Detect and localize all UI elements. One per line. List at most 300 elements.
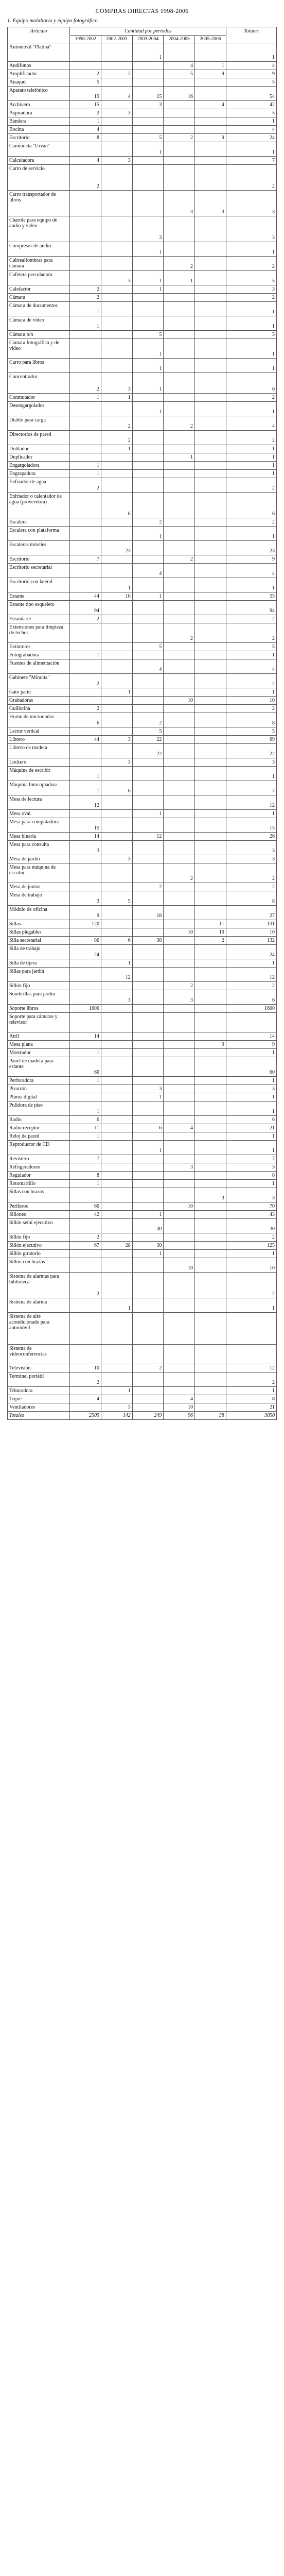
period-quantity [195, 727, 226, 736]
row-total: 1 [226, 1093, 276, 1101]
period-quantity [132, 431, 164, 445]
period-quantity [164, 126, 195, 134]
period-quantity [132, 126, 164, 134]
table-row [8, 191, 277, 216]
period-quantity: 1 [70, 470, 101, 478]
grand-total: 3050 [226, 1412, 276, 1420]
table-row [8, 651, 277, 659]
row-total: 23 [226, 541, 276, 555]
period-quantity [195, 959, 226, 968]
period-quantity: 1 [70, 767, 101, 781]
purchases-table [7, 27, 277, 1420]
period-quantity [164, 462, 195, 470]
period-quantity [195, 1141, 226, 1155]
period-quantity: 1 [70, 1077, 101, 1085]
table-row [8, 920, 277, 928]
period-quantity [101, 1313, 133, 1345]
period-quantity [70, 191, 101, 216]
period-quantity: 9 [70, 906, 101, 920]
article-name: Cámara fotográfica y de video [8, 339, 70, 359]
period-quantity: 5 [101, 891, 133, 906]
article-name: Silla de tijera [8, 959, 70, 968]
period-quantity [132, 920, 164, 928]
period-quantity: 3 [101, 157, 133, 165]
period-quantity: 12 [70, 795, 101, 810]
period-quantity [101, 478, 133, 493]
period-quantity [164, 1041, 195, 1049]
period-quantity [70, 697, 101, 705]
table-row [8, 242, 277, 257]
table-row [8, 982, 277, 990]
row-total: 3 [226, 285, 276, 294]
period-quantity [132, 555, 164, 564]
period-quantity: 4 [164, 1124, 195, 1132]
row-total [226, 1013, 276, 1032]
article-name: Sistema de alarma [8, 1298, 70, 1313]
period-quantity [70, 242, 101, 257]
period-quantity [101, 1345, 133, 1364]
period-quantity [195, 316, 226, 331]
article-name: Calculadora [8, 157, 70, 165]
period-quantity: 4 [132, 564, 164, 578]
period-quantity: 2 [164, 863, 195, 883]
period-quantity [164, 1101, 195, 1116]
row-total: 2 [226, 883, 276, 891]
row-total: 1 [226, 810, 276, 818]
period-quantity: 3 [101, 855, 133, 863]
row-total: 1 [226, 402, 276, 416]
period-quantity [101, 518, 133, 527]
period-quantity [101, 1141, 133, 1155]
period-quantity [164, 615, 195, 623]
period-quantity [132, 1258, 164, 1273]
period-quantity [195, 564, 226, 578]
period-quantity: 2 [164, 982, 195, 990]
row-total: 1 [226, 651, 276, 659]
period-quantity: 2 [101, 431, 133, 445]
period-quantity [101, 795, 133, 810]
period-header: 2005-2006 [195, 36, 226, 43]
period-quantity [195, 758, 226, 767]
period-quantity [132, 578, 164, 592]
table-row [8, 1124, 277, 1132]
article-name: Mesa de juntas [8, 883, 70, 891]
period-quantity [195, 453, 226, 462]
article-name: Conmutador [8, 394, 70, 402]
row-total: 1 [226, 302, 276, 316]
period-quantity: 3 [132, 1085, 164, 1093]
period-quantity [195, 651, 226, 659]
period-quantity: 1 [132, 242, 164, 257]
table-row [8, 578, 277, 592]
period-quantity: 14 [70, 833, 101, 841]
period-quantity [132, 1005, 164, 1013]
period-quantity [195, 1093, 226, 1101]
table-row [8, 615, 277, 623]
row-total: 26 [226, 833, 276, 841]
period-quantity: 1 [132, 339, 164, 359]
table-row [8, 601, 277, 615]
period-quantity: 16 [164, 87, 195, 101]
totals-row [8, 1412, 277, 1420]
period-quantity: 4 [70, 1395, 101, 1403]
row-total: 5 [226, 331, 276, 339]
row-total: 70 [226, 1202, 276, 1211]
period-quantity [164, 688, 195, 697]
period-header: 1998-2002 [70, 36, 101, 43]
article-name: Mesa binaria [8, 833, 70, 841]
period-quantity [70, 453, 101, 462]
period-quantity: 120 [70, 920, 101, 928]
period-quantity [132, 1032, 164, 1041]
row-total: 8 [226, 891, 276, 906]
period-quantity [195, 1233, 226, 1242]
period-quantity [132, 855, 164, 863]
period-quantity [195, 402, 226, 416]
period-quantity: 3 [101, 373, 133, 394]
period-quantity [132, 416, 164, 431]
period-quantity [164, 1180, 195, 1188]
period-quantity [101, 1250, 133, 1258]
period-quantity: 1 [70, 117, 101, 126]
period-quantity [164, 101, 195, 109]
period-quantity: 5 [132, 331, 164, 339]
period-quantity [164, 339, 195, 359]
article-name: Sillón ejecutivo [8, 1242, 70, 1250]
row-total: 3 [226, 841, 276, 855]
row-total: 1 [226, 462, 276, 470]
article-name: Sistema de videoconferencias [8, 1345, 70, 1364]
table-row [8, 117, 277, 126]
period-quantity [70, 623, 101, 643]
period-quantity: 15 [70, 818, 101, 833]
period-quantity [164, 727, 195, 736]
period-quantity [195, 1387, 226, 1395]
period-total: 58 [195, 1412, 226, 1420]
period-quantity [132, 818, 164, 833]
row-total: 3 [226, 855, 276, 863]
row-total: 1 [226, 1141, 276, 1155]
article-name: Soporte para cámaras y televisor [8, 1013, 70, 1032]
article-name: Lockers [8, 758, 70, 767]
period-quantity [132, 1155, 164, 1163]
period-quantity [101, 339, 133, 359]
period-quantity: 2 [195, 937, 226, 945]
row-total: 2 [226, 615, 276, 623]
period-quantity [132, 70, 164, 78]
article-name: Reproductor de CD [8, 1141, 70, 1155]
period-quantity [164, 781, 195, 795]
period-quantity [164, 1387, 195, 1395]
period-quantity: 2 [132, 883, 164, 891]
period-quantity [164, 1013, 195, 1032]
period-quantity [164, 1049, 195, 1057]
period-quantity [164, 767, 195, 781]
period-quantity: 2 [70, 615, 101, 623]
period-total: 142 [101, 1412, 133, 1420]
period-quantity [101, 1057, 133, 1077]
period-quantity [132, 767, 164, 781]
period-quantity [195, 302, 226, 316]
table-row [8, 478, 277, 493]
table-row [8, 1313, 277, 1345]
row-total: 2 [226, 863, 276, 883]
period-quantity [101, 833, 133, 841]
row-total: 2 [226, 165, 276, 191]
period-quantity [70, 339, 101, 359]
period-quantity [101, 883, 133, 891]
period-quantity [195, 601, 226, 615]
period-total: 2505 [70, 1412, 101, 1420]
period-quantity: 12 [132, 833, 164, 841]
period-quantity [70, 863, 101, 883]
period-quantity [132, 1372, 164, 1387]
table-row [8, 257, 277, 271]
period-quantity [132, 1101, 164, 1116]
period-quantity [101, 134, 133, 142]
table-row [8, 855, 277, 863]
period-quantity: 1 [195, 62, 226, 70]
period-quantity [132, 462, 164, 470]
period-quantity [101, 615, 133, 623]
table-row [8, 285, 277, 294]
period-quantity [101, 564, 133, 578]
period-quantity: 86 [70, 937, 101, 945]
period-quantity [101, 126, 133, 134]
period-quantity: 30 [132, 1242, 164, 1250]
article-name: Refrigeradores [8, 1163, 70, 1172]
period-header: 2002-2003 [101, 36, 133, 43]
row-total: 1 [226, 359, 276, 373]
row-total: 1 [226, 959, 276, 968]
period-quantity [195, 1013, 226, 1032]
period-quantity [164, 394, 195, 402]
period-header: 2004-2005 [164, 36, 195, 43]
table-row [8, 883, 277, 891]
table-row [8, 968, 277, 982]
period-quantity [132, 1202, 164, 1211]
period-quantity: 2 [101, 416, 133, 431]
row-total: 4 [226, 126, 276, 134]
period-quantity [132, 1395, 164, 1403]
article-name: Revistero [8, 1155, 70, 1163]
period-quantity [132, 478, 164, 493]
period-quantity [195, 431, 226, 445]
article-name: Periferos [8, 1202, 70, 1211]
table-row [8, 643, 277, 651]
period-quantity [70, 142, 101, 157]
row-total: 3 [226, 758, 276, 767]
period-quantity [132, 1013, 164, 1032]
table-row [8, 697, 277, 705]
period-quantity [101, 1124, 133, 1132]
table-row [8, 713, 277, 727]
article-name: Mesa oval [8, 810, 70, 818]
period-quantity [132, 62, 164, 70]
row-total: 21 [226, 1124, 276, 1132]
period-quantity [164, 795, 195, 810]
period-quantity [101, 920, 133, 928]
period-quantity [195, 855, 226, 863]
article-name: Carro transportador de libros [8, 191, 70, 216]
period-quantity: 2 [70, 165, 101, 191]
period-quantity [132, 394, 164, 402]
period-quantity [132, 1273, 164, 1298]
period-quantity [195, 945, 226, 959]
period-quantity [164, 810, 195, 818]
table-row [8, 78, 277, 87]
period-quantity: 1 [70, 1180, 101, 1188]
article-name: Mostrador [8, 1049, 70, 1057]
period-quantity [132, 316, 164, 331]
period-quantity [195, 1077, 226, 1085]
row-total: 1 [226, 445, 276, 453]
period-quantity [132, 1077, 164, 1085]
period-quantity [164, 1085, 195, 1093]
period-quantity [101, 462, 133, 470]
period-quantity [101, 1273, 133, 1298]
period-quantity: 1 [101, 445, 133, 453]
period-quantity [195, 781, 226, 795]
period-quantity [164, 659, 195, 674]
period-quantity: 22 [132, 736, 164, 744]
period-quantity: 3 [101, 271, 133, 285]
period-quantity: 1 [70, 1101, 101, 1116]
period-quantity [132, 78, 164, 87]
period-quantity [195, 968, 226, 982]
period-quantity: 2 [70, 478, 101, 493]
period-quantity [164, 1032, 195, 1041]
period-quantity: 3 [164, 1163, 195, 1172]
period-quantity: 1 [132, 527, 164, 541]
row-total: 9 [226, 1041, 276, 1049]
total-column-header: Totales [226, 27, 276, 43]
period-quantity [195, 242, 226, 257]
period-quantity [164, 959, 195, 968]
period-quantity [101, 1041, 133, 1049]
row-total: 5 [226, 271, 276, 285]
row-total: 5 [226, 109, 276, 117]
period-quantity [101, 1172, 133, 1180]
article-name: Radio receptor [8, 1124, 70, 1132]
article-name: Gabinete "Minolta" [8, 674, 70, 688]
period-quantity [164, 1242, 195, 1250]
period-quantity [195, 697, 226, 705]
period-quantity [70, 643, 101, 651]
table-row [8, 959, 277, 968]
table-row [8, 1345, 277, 1364]
period-quantity [70, 928, 101, 937]
period-quantity: 7 [70, 1155, 101, 1163]
table-row [8, 493, 277, 518]
table-row [8, 818, 277, 833]
period-header: 2003-2004 [132, 36, 164, 43]
period-quantity [164, 937, 195, 945]
period-quantity [70, 810, 101, 818]
row-total: 2 [226, 623, 276, 643]
period-quantity [101, 216, 133, 242]
period-quantity [132, 165, 164, 191]
table-row [8, 109, 277, 117]
row-total: 2 [226, 705, 276, 713]
article-name: Librero de madera [8, 744, 70, 758]
period-quantity [101, 601, 133, 615]
period-quantity [70, 744, 101, 758]
article-name: Engrapadora [8, 470, 70, 478]
row-total: 125 [226, 1242, 276, 1250]
period-quantity [101, 1233, 133, 1242]
period-quantity [101, 727, 133, 736]
period-quantity [164, 968, 195, 982]
period-quantity [132, 945, 164, 959]
period-quantity [132, 601, 164, 615]
article-name: Diablo para carga [8, 416, 70, 431]
period-quantity [195, 1172, 226, 1180]
period-quantity: 2 [132, 713, 164, 727]
article-name: Pulidora de piso [8, 1101, 70, 1116]
period-quantity: 1 [132, 592, 164, 601]
row-total: 12 [226, 968, 276, 982]
period-quantity [70, 1258, 101, 1273]
period-quantity: 10 [70, 1364, 101, 1372]
period-quantity [132, 1180, 164, 1188]
table-row [8, 1298, 277, 1313]
table-row [8, 1273, 277, 1298]
period-quantity: 3 [70, 841, 101, 855]
period-quantity [101, 1093, 133, 1101]
period-quantity: 6 [70, 713, 101, 727]
table-row [8, 891, 277, 906]
period-quantity [164, 165, 195, 191]
article-name: Escritorio con lateral [8, 578, 70, 592]
period-quantity [132, 688, 164, 697]
period-quantity [101, 1395, 133, 1403]
article-name: Escritorio secretarial [8, 564, 70, 578]
period-quantity [195, 1403, 226, 1412]
period-quantity [164, 833, 195, 841]
period-quantity [101, 1085, 133, 1093]
article-name: Mesa de lectura [8, 795, 70, 810]
period-quantity [195, 615, 226, 623]
period-quantity: 1 [70, 651, 101, 659]
table-row [8, 1163, 277, 1172]
article-name: Enfriador o calentador de agua (proveedora) [8, 493, 70, 518]
period-quantity: 5 [132, 643, 164, 651]
table-row [8, 1132, 277, 1141]
article-name: Bocina [8, 126, 70, 134]
row-total: 8 [226, 1172, 276, 1180]
period-quantity [195, 394, 226, 402]
period-quantity [164, 1233, 195, 1242]
period-quantity [195, 541, 226, 555]
table-row [8, 302, 277, 316]
period-quantity [164, 1345, 195, 1364]
row-total: 2 [226, 1233, 276, 1242]
period-quantity [101, 744, 133, 758]
period-quantity: 6 [132, 1124, 164, 1132]
period-quantity [70, 1345, 101, 1364]
period-quantity [101, 555, 133, 564]
period-quantity [164, 651, 195, 659]
period-quantity [195, 271, 226, 285]
period-quantity [195, 359, 226, 373]
period-quantity [195, 1298, 226, 1313]
period-quantity [101, 1077, 133, 1085]
period-quantity [70, 527, 101, 541]
period-quantity [70, 43, 101, 62]
period-quantity [132, 1041, 164, 1049]
period-quantity [101, 1180, 133, 1188]
